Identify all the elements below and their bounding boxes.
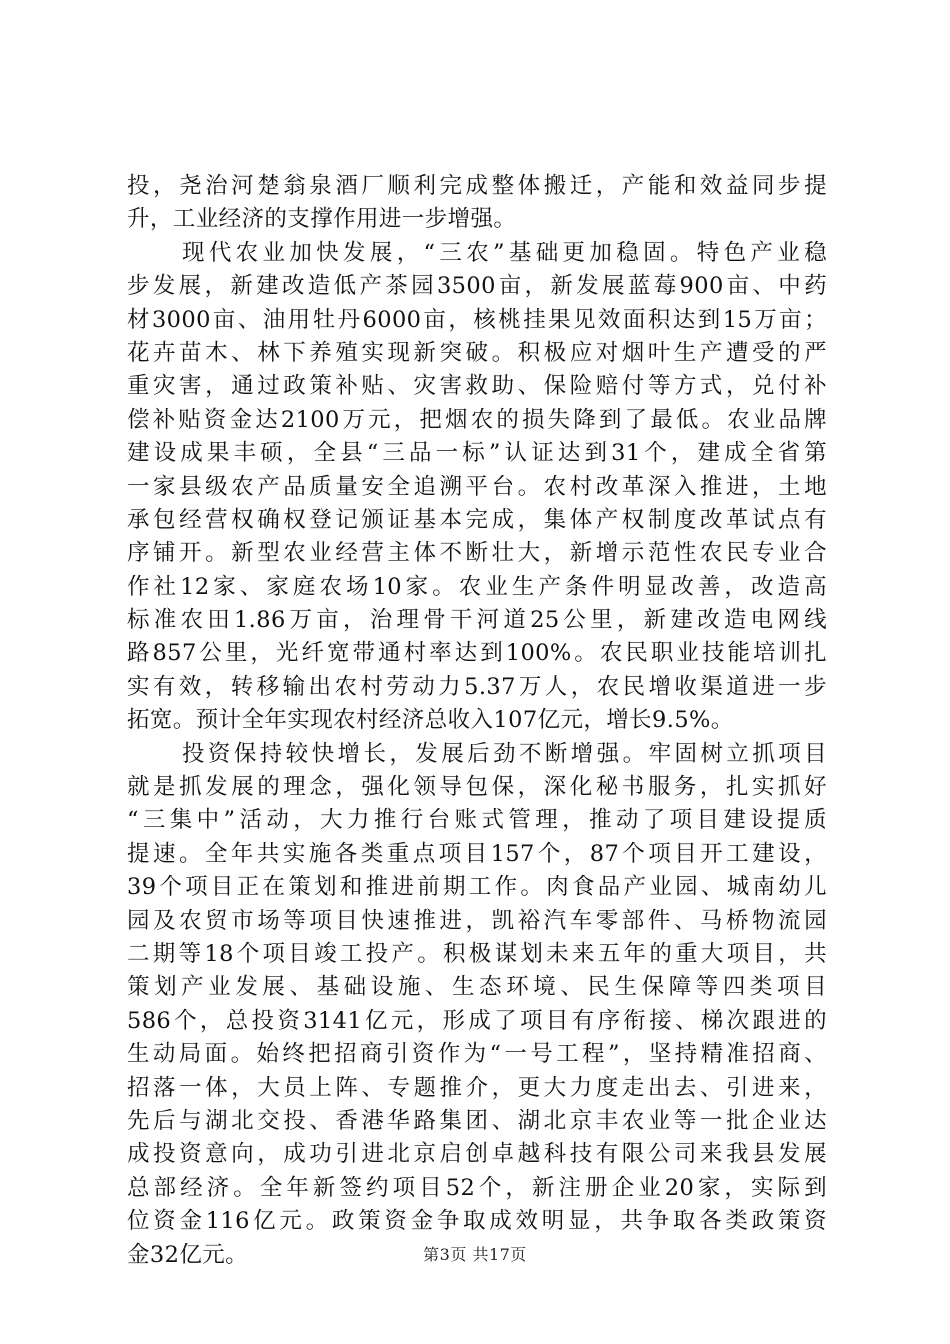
text-line: 步发展，新建改造低产茶园3500亩，新发展蓝莓900亩、中药 — [127, 273, 827, 300]
text-line: 就是抓发展的理念，强化领导包保，深化秘书服务，扎实抓好 — [127, 774, 827, 801]
text-line: 作社12家、家庭农场10家。农业生产条件明显改善，改造高 — [127, 573, 827, 600]
text-line: 生动局面。始终把招商引资作为“一号工程”，坚持精准招商、 — [127, 1041, 827, 1068]
text-line: 承包经营权确权登记颁证基本完成，集体产权制度改革试点有 — [127, 506, 827, 533]
text-line: 标准农田1.86万亩，治理骨干河道25公里，新建改造电网线 — [127, 607, 827, 634]
paragraph-first-line: 投资保持较快增长，发展后劲不断增强。牢固树立抓项目 — [182, 740, 827, 767]
text-line: 总部经济。全年新签约项目52个，新注册企业20家，实际到 — [127, 1174, 827, 1201]
text-line: “三集中”活动，大力推行台账式管理，推动了项目建设提质 — [127, 807, 827, 834]
text-line: 招落一体，大员上阵、专题推介，更大力度走出去、引进来， — [127, 1074, 827, 1101]
text-line: 实有效，转移输出农村劳动力5.37万人，农民增收渠道进一步 — [127, 673, 827, 700]
text-line: 园及农贸市场等项目快速推进，凯裕汽车零部件、马桥物流园 — [127, 907, 827, 934]
text-line: 39个项目正在策划和推进前期工作。肉食品产业园、城南幼儿 — [127, 874, 827, 901]
text-line: 路857公里，光纤宽带通村率达到100%。农民职业技能培训扎 — [127, 640, 827, 667]
text-line: 材3000亩、油用牡丹6000亩，核桃挂果见效面积达到15万亩； — [127, 306, 827, 333]
text-line: 重灾害，通过政策补贴、灾害救助、保险赔付等方式，兑付补 — [127, 373, 827, 400]
text-line: 提速。全年共实施各类重点项目157个，87个项目开工建设， — [127, 840, 827, 867]
text-line: 成投资意向，成功引进北京启创卓越科技有限公司来我县发展 — [127, 1141, 827, 1168]
text-line: 位资金116亿元。政策资金争取成效明显，共争取各类政策资 — [127, 1208, 827, 1235]
text-line: 升，工业经济的支撑作用进一步增强。 — [127, 206, 517, 233]
text-line: 拓宽。预计全年实现农村经济总收入107亿元，增长9.5%。 — [127, 707, 734, 734]
body-text — [127, 170, 827, 1272]
text-line: 586个，总投资3141亿元，形成了项目有序衔接、梯次跟进的 — [127, 1007, 827, 1034]
page-number-footer: 第3页 共17页 — [423, 1245, 527, 1264]
text-line: 金32亿元。 — [127, 1241, 249, 1268]
text-line: 花卉苗木、林下养殖实现新突破。积极应对烟叶生产遭受的严 — [127, 339, 827, 366]
text-line: 偿补贴资金达2100万元，把烟农的损失降到了最低。农业品牌 — [127, 406, 827, 433]
text-line: 二期等18个项目竣工投产。积极谋划未来五年的重大项目，共 — [127, 940, 827, 967]
paragraph-first-line: 现代农业加快发展，“三农”基础更加稳固。特色产业稳 — [182, 239, 827, 266]
text-line: 投，尧治河楚翁泉酒厂顺利完成整体搬迁，产能和效益同步提 — [127, 173, 827, 199]
text-line: 建设成果丰硕，全县“三品一标”认证达到31个，建成全省第 — [127, 440, 827, 467]
text-line: 先后与湖北交投、香港华路集团、湖北京丰农业等一批企业达 — [127, 1107, 827, 1134]
text-line: 序铺开。新型农业经营主体不断壮大，新增示范性农民专业合 — [127, 540, 827, 567]
text-line: 一家县级农产品质量安全追溯平台。农村改革深入推进，土地 — [127, 473, 827, 500]
text-line: 策划产业发展、基础设施、生态环境、民生保障等四类项目 — [127, 974, 827, 1001]
